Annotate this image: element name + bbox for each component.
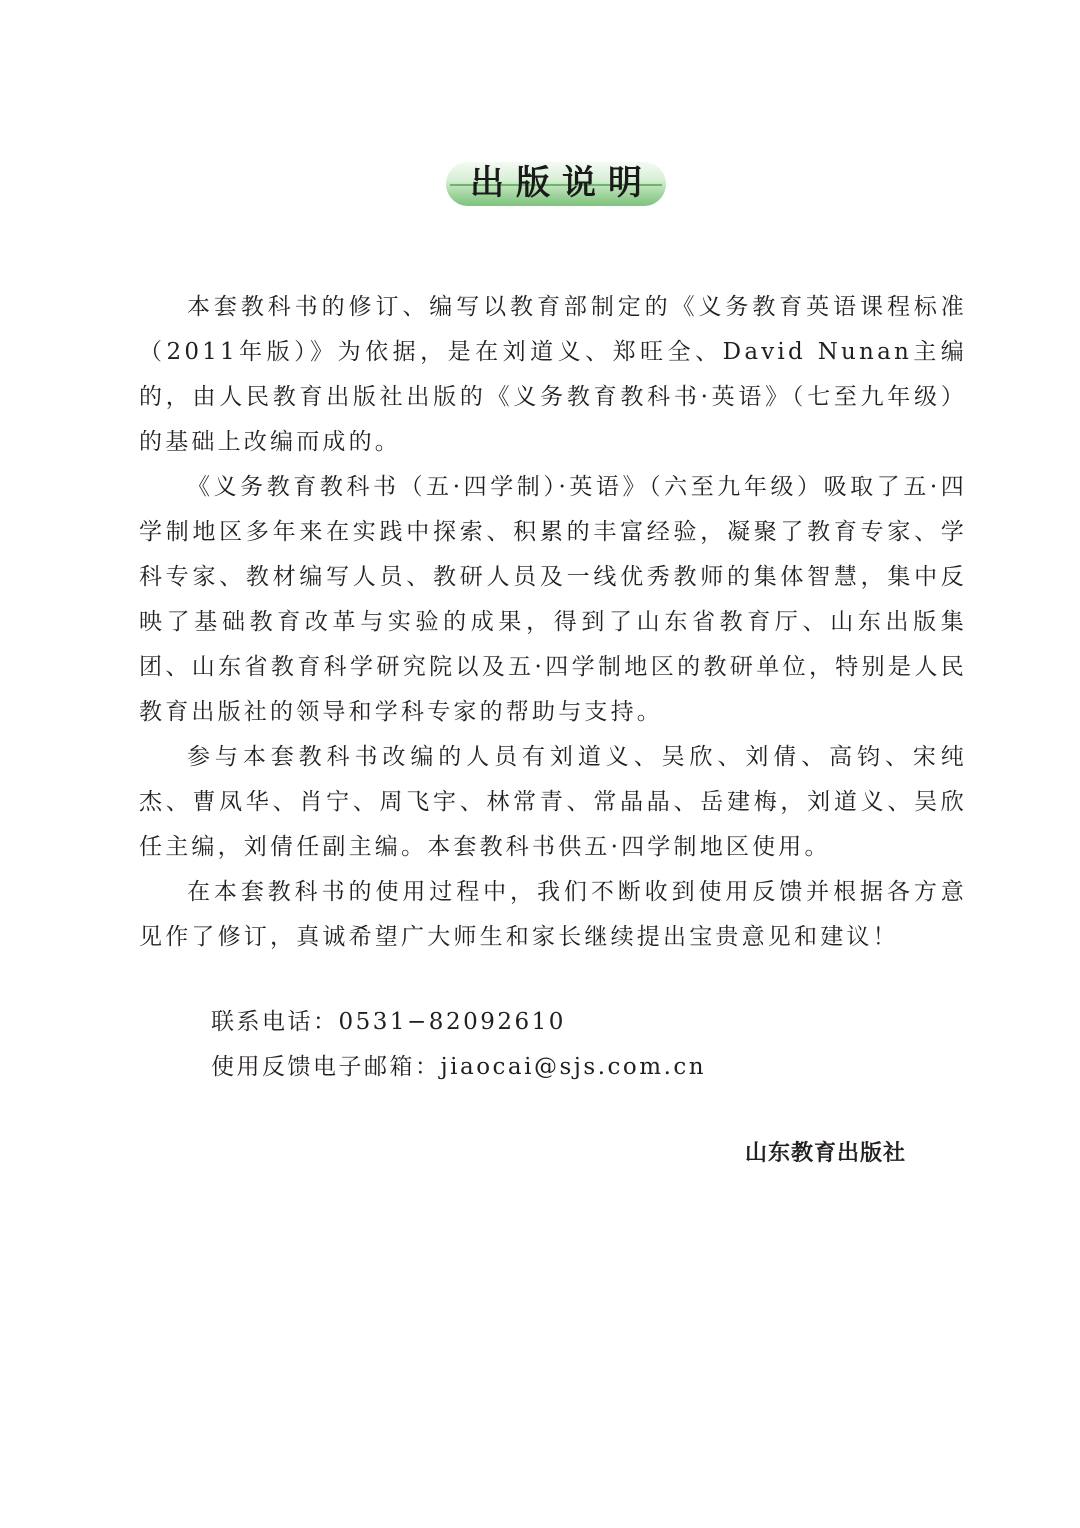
- publisher-name: 山东教育出版社: [745, 1141, 907, 1166]
- body-text: [139, 285, 967, 960]
- page-title: 出版说明: [470, 163, 654, 203]
- title-banner: [446, 160, 666, 208]
- contact-phone: 联系电话：0531−82092610: [211, 1009, 566, 1035]
- paragraph-4: 在本套教科书的使用过程中，我们不断收到使用反馈并根据各方意见作了修订，真诚希望广大师生和家长继续提出宝贵意见和建议！: [139, 879, 967, 950]
- paragraph-3: 参与本套教科书改编的人员有刘道义、吴欣、刘倩、高钧、宋纯杰、曹凤华、肖宁、周飞宇、林常青、常晶晶、岳建梅，刘道义、吴欣任主编，刘倩任副主编。本套教科书供五·四学制地区使用。: [139, 744, 967, 860]
- paragraph-2: 《义务教育教科书（五·四学制）·英语》（六至九年级）吸取了五·四学制地区多年来在实践中探索、积累的丰富经验，凝聚了教育专家、学科专家、教材编写人员、教研人员及一线优秀教师的集体智慧，集中反映了基础教育改革与实验的成果，得到了山东省教育厅、山东出版集团、山东省教育科学研究院以及五·四学制地区的教研单位，特别是人民教育出版社的领导和学科专家的帮助与支持。: [139, 474, 967, 725]
- paragraph-1: 本套教科书的修订、编写以教育部制定的《义务教育英语课程标准（2011年版）》为依据，是在刘道义、郑旺全、David Nunan主编的，由人民教育出版社出版的《义务教育教科书·英语》（七至九年级）的基础上改编而成的。: [139, 294, 967, 455]
- contact-info: [211, 1000, 911, 1090]
- contact-email: 使用反馈电子邮箱：jiaocai@sjs.com.cn: [211, 1054, 707, 1080]
